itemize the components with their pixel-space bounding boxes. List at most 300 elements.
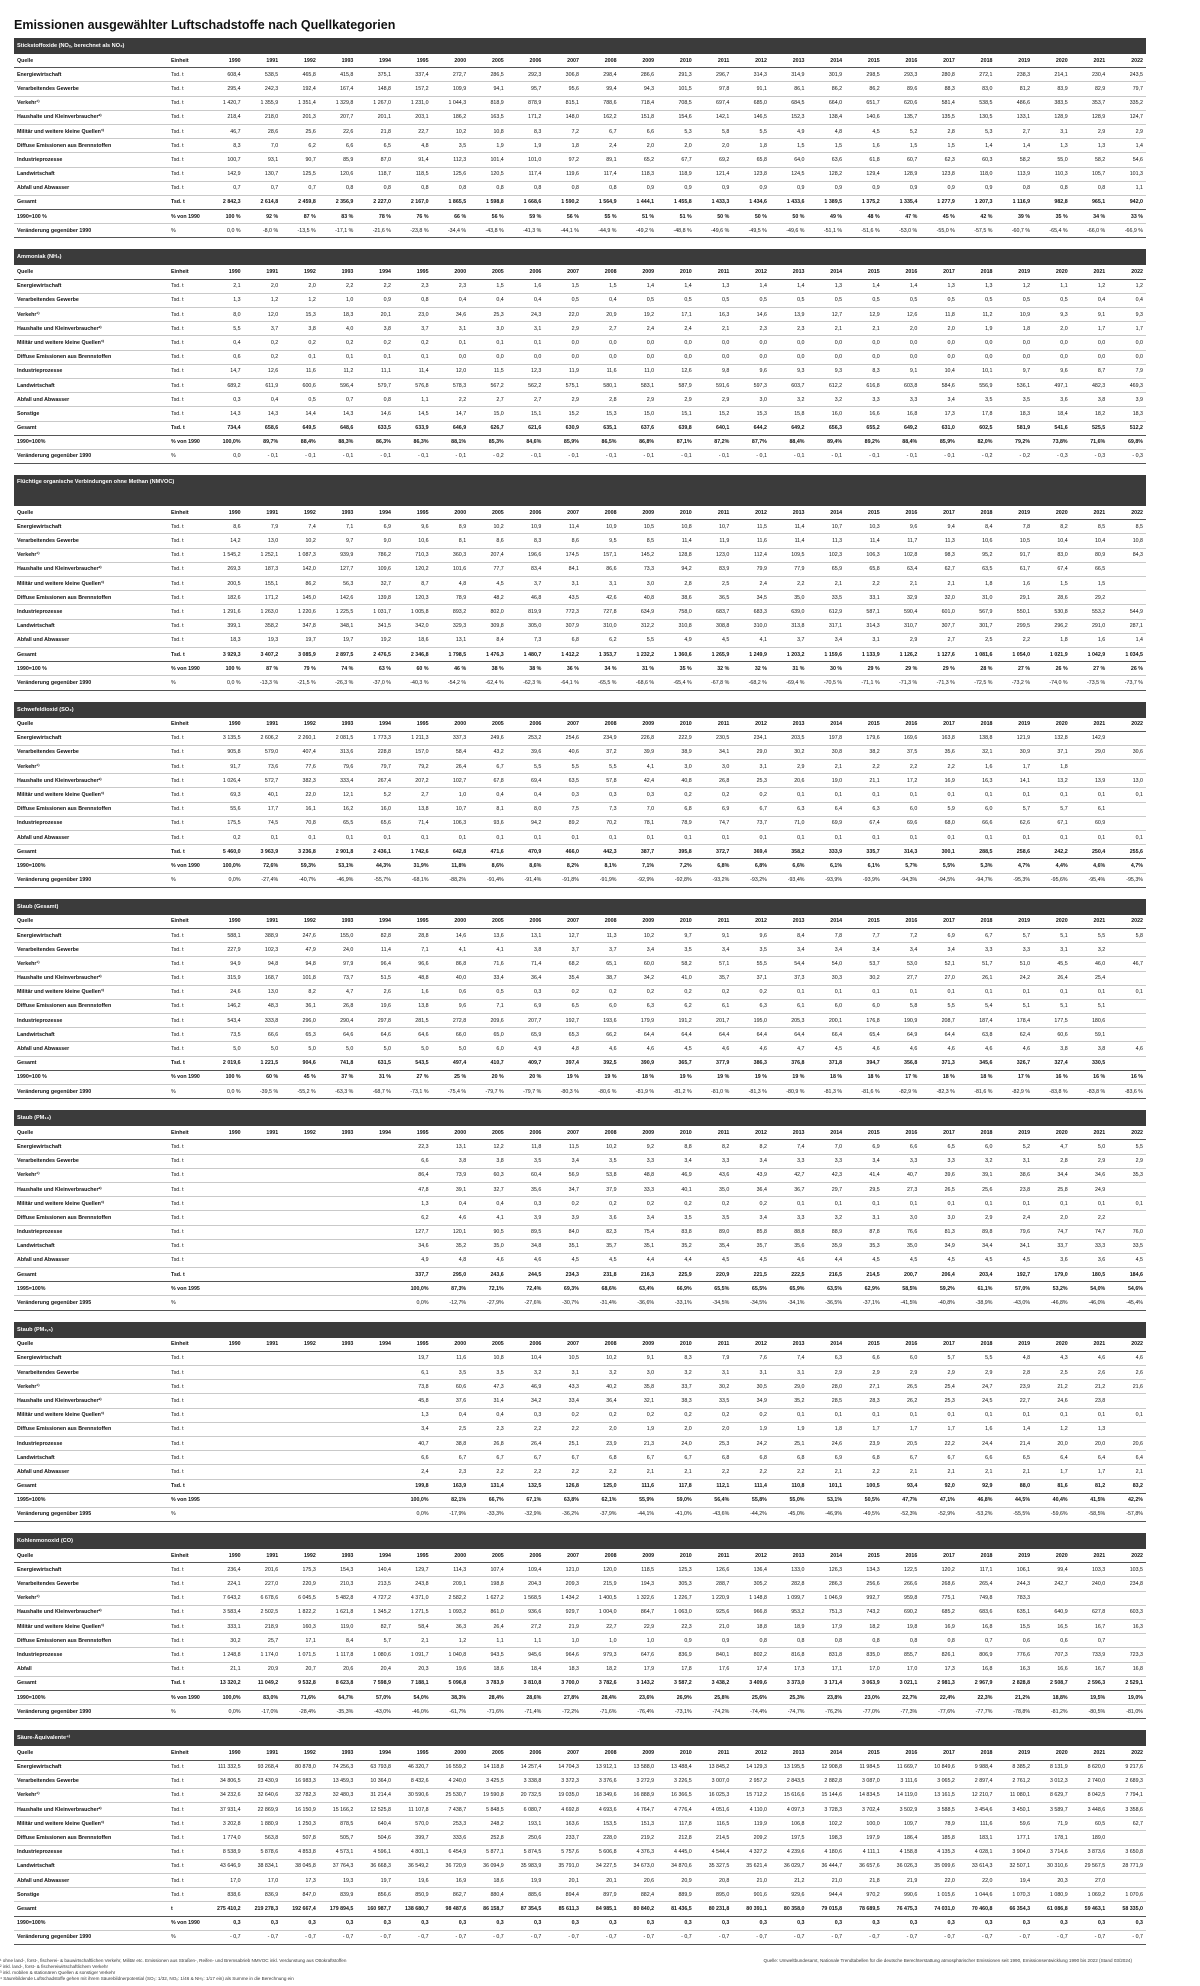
table-cell: 1 798,5 [432,647,470,661]
table-cell: 58,2 [995,153,1033,167]
row-unit: Tsd. t [168,1253,206,1267]
table-cell: 242,7 [1033,1577,1071,1591]
table-cell: 392,5 [582,1056,620,1070]
table-cell: 10,6 [394,534,432,548]
table-cell: 1 434,6 [732,195,770,209]
table-cell [206,1436,244,1450]
table-cell: 864,7 [620,1605,658,1619]
table-cell: 640,9 [1033,1605,1071,1619]
table-cell: 388,9 [244,928,282,942]
table-cell: 1 211,3 [394,731,432,745]
table-cell: -55,2 % [281,1085,319,1099]
table-cell: 0,0 [732,336,770,350]
table-cell: -92,8% [657,873,695,887]
table-cell: - 0,1 [394,449,432,463]
table-cell: 81,2 [995,82,1033,96]
table-cell: 117,1 [958,1563,996,1577]
table-cell: 317,1 [808,619,846,633]
table-cell: 4,7 [770,1042,808,1056]
column-header-year: 2019 [995,54,1033,68]
table-cell: -79,7 % [469,1085,507,1099]
table-cell: 105,7 [1071,167,1109,181]
table-cell: 190,9 [883,1014,921,1028]
table-cell: 24,3 [507,308,545,322]
table-cell: 26,4 [469,1620,507,1634]
table-cell: 63,4 [883,562,921,576]
table-cell: 979,3 [582,1648,620,1662]
table-cell: 3 904,0 [995,1845,1033,1859]
row-unit: Tsd. t [168,1605,206,1619]
table-row [14,1436,1146,1450]
table-cell: 2 614,8 [244,195,282,209]
table-cell: 1,2 [1108,279,1146,293]
table-cell: 345,6 [958,1056,996,1070]
table-row [14,421,1146,435]
column-header-year: 2015 [845,506,883,520]
table-cell: 0,2 [582,1408,620,1422]
table-cell: 6,0 [845,999,883,1013]
table-cell: 1,3 [394,1408,432,1422]
row-category: Industrieprozesse [14,1014,168,1028]
table-cell: 34,4 [958,1239,996,1253]
column-header-year: 2018 [958,1338,996,1352]
table-cell: 0,1 [582,831,620,845]
table-cell: 786,2 [356,548,394,562]
table-cell: 470,9 [507,845,545,859]
table-cell: 248,2 [469,1817,507,1831]
table-cell: 65,9% [770,1282,808,1296]
table-cell: 0,4 [432,293,470,307]
table-cell: 209,1 [432,1577,470,1591]
table-cell: 1 203,2 [770,647,808,661]
table-cell: 63,5% [808,1282,846,1296]
table-cell [281,1394,319,1408]
table-cell: 295,4 [206,82,244,96]
table-cell: 21,0 [695,1620,733,1634]
table-cell: 16,2 [319,802,357,816]
table-cell: 3,2 [770,393,808,407]
table-cell: -74,4% [732,1705,770,1719]
footnote: ² inkl. land-, forst- & fischereiwirtschaftlichem Verkehr [0,1963,108,1969]
table-spacer [14,888,1146,899]
table-cell: 185,8 [920,1831,958,1845]
row-unit: Tsd. t [168,1874,206,1888]
table-cell: 1 412,2 [544,647,582,661]
table-cell: 13 912,1 [582,1760,620,1774]
table-cell: 2 459,8 [281,195,319,209]
table-cell: 1,3 [958,279,996,293]
table-cell: 0,3 [544,1916,582,1930]
table-cell: 3,8 [507,943,545,957]
table-cell: 4 371,0 [394,1591,432,1605]
table-cell: 305,3 [657,1577,695,1591]
table-cell: 0,1 [1033,788,1071,802]
table-cell: 129,4 [845,167,883,181]
table-row [14,534,1146,548]
table-cell: 0,0 [808,350,846,364]
table-cell: 62,1% [582,1493,620,1507]
column-header-year: 2007 [544,718,582,732]
table-cell: 375,1 [356,68,394,82]
table-cell: 47,9 [281,943,319,957]
table-row [14,110,1146,124]
table-cell [206,1507,244,1521]
column-header-year: 2009 [620,265,658,279]
table-cell: 35 % [1033,210,1071,224]
column-header-year: 2008 [582,718,620,732]
row-category: Veränderung gegenüber 1990 [14,224,168,238]
table-cell: 138,4 [808,110,846,124]
table-cell: 5,5 [582,760,620,774]
table-cell: 34,1 [695,745,733,759]
table-cell: 13 845,2 [695,1760,733,1774]
table-cell: 66,7% [469,1493,507,1507]
table-cell: 6,7 [883,1451,921,1465]
table-cell: 0,2 [281,336,319,350]
table-cell: 12,6 [244,364,282,378]
table-cell: 41,5% [1071,1493,1109,1507]
table-title-row [14,1110,1146,1126]
table-cell: 2,2 [845,760,883,774]
table-cell: -73,2 % [995,676,1033,690]
table-cell: 3 583,4 [206,1605,244,1619]
table-cell: 1,4 [995,1422,1033,1436]
row-unit: Tsd. t [168,562,206,576]
table-cell: 335,7 [845,845,883,859]
table-cell: 94,8 [281,957,319,971]
table-cell: 3,6 [582,1211,620,1225]
column-header-year: 2021 [1071,1549,1109,1563]
table-cell: 282,8 [770,1577,808,1591]
table-cell: 1,4 [657,279,695,293]
table-cell: -55,7% [356,873,394,887]
table-cell: 132,5 [507,1479,545,1493]
table-cell: 58 335,0 [1108,1902,1146,1916]
column-header-year: 1994 [356,1549,394,1563]
table-spacer [14,1719,1146,1730]
table-cell [206,1380,244,1394]
table-cell: 142,9 [1071,731,1109,745]
table-cell: 71,0 [770,816,808,830]
table-cell: 1,6 [394,985,432,999]
table-cell: 86,4 [394,1168,432,1182]
table-cell: 128,9 [883,167,921,181]
table-cell: 256,6 [845,1577,883,1591]
table-cell: 53,1% [319,859,357,873]
row-unit: Tsd. t [168,1676,206,1690]
table-cell: 8 623,8 [319,1676,357,1690]
table-cell: 0,0 [582,350,620,364]
table-cell: 8,2 [281,985,319,999]
table-row [14,1774,1146,1788]
row-category: Energiewirtschaft [14,68,168,82]
row-unit: % von 1990 [168,1070,206,1084]
table-cell: - 0,1 [356,449,394,463]
table-cell: 148,8 [356,82,394,96]
column-header-year: 2016 [883,265,921,279]
column-header-year: 1990 [206,1549,244,1563]
table-cell: 0,0 [657,350,695,364]
table-cell [356,1479,394,1493]
table-cell: 192,7 [995,1268,1033,1282]
table-cell: 38,9 [657,745,695,759]
table-row [14,1465,1146,1479]
table-cell: 20,6 [770,774,808,788]
table-cell: 8,6% [507,859,545,873]
table-cell: 57,1 [695,957,733,971]
table-cell: 646,9 [432,421,470,435]
table-cell: 0,1 [732,831,770,845]
table-cell: 1,3 [1071,1422,1109,1436]
table-cell: 231,8 [582,1268,620,1282]
table-cell: 3,8 [1071,1042,1109,1056]
table-cell: 5,1 [1071,999,1109,1013]
table-cell: 26,5 [883,1380,921,1394]
table-cell: 32 507,1 [995,1859,1033,1873]
table-cell: 0,3 [732,1916,770,1930]
row-category: Veränderung gegenüber 1990 [14,676,168,690]
row-unit: Tsd. t [168,1028,206,1042]
table-cell: 0,6 [432,985,470,999]
table-cell: -53,0 % [883,224,921,238]
table-cell [356,1465,394,1479]
table-cell: 2,4 [582,139,620,153]
table-cell: 269,3 [206,562,244,576]
table-cell: -65,4 % [657,676,695,690]
table-cell: 651,7 [845,96,883,110]
document [14,0,1146,1956]
table-cell: 4,4% [1033,859,1071,873]
table-cell: 60,7 [883,153,921,167]
table-cell: 0,1 [1033,985,1071,999]
table-cell: 219,2 [620,1831,658,1845]
table-cell: 1 080,6 [356,1648,394,1662]
table-cell: 1,9 [507,139,545,153]
table-cell [281,1366,319,1380]
table-cell: 64,4 [770,1028,808,1042]
table-cell: 89,2% [845,435,883,449]
table-cell: 901,6 [732,1888,770,1902]
table-cell: 4,7% [995,859,1033,873]
table-cell: 6,2 [394,1211,432,1225]
table-cell [281,1465,319,1479]
table-cell: 62,9% [845,1282,883,1296]
footnote: ³ inkl. mobilen & stationären Quellen & sonstiger Verkehr [0,1969,116,1975]
table-cell: -49,6 % [695,224,733,238]
table-cell: 0,0 [1033,350,1071,364]
table-cell: 265,4 [958,1577,996,1591]
column-header-year: 2006 [507,915,545,929]
table-cell: 0,1 [469,831,507,845]
table-cell: 16,9 [920,774,958,788]
table-cell: 38,3 [657,1394,695,1408]
table-cell: 20 % [507,1070,545,1084]
table-cell: 0,3 [995,1916,1033,1930]
table-cell: 2,8 [582,393,620,407]
table-cell: 79,2% [995,435,1033,449]
table-cell: 10,2 [620,928,658,942]
table-cell: 48,2 [469,591,507,605]
table-cell: 17,1 [657,308,695,322]
table-cell: 2 227,0 [356,195,394,209]
table-cell: 101,5 [657,82,695,96]
table-cell: 399,7 [394,1831,432,1845]
table-cell: 0,0 [920,336,958,350]
table-cell: 603,8 [883,378,921,392]
table-cell: -77,3% [883,1705,921,1719]
table-cell: 30,3 [808,971,846,985]
table-cell: 17,3 [281,1874,319,1888]
table-cell: 38 834,1 [244,1859,282,1873]
table-cell: 556,9 [958,378,996,392]
table-cell: 802,0 [469,605,507,619]
table-cell: 125,3 [657,1563,695,1577]
table-row [14,1014,1146,1028]
table-cell: 1,6 [958,760,996,774]
table-cell: 130,5 [958,110,996,124]
table-cell: 3 783,9 [469,1676,507,1690]
table-row [14,1507,1146,1521]
table-cell: -13,3 % [244,676,282,690]
table-cell: 353,7 [1071,96,1109,110]
column-header-year: 2020 [1033,54,1071,68]
table-cell: 112,1 [695,1479,733,1493]
table-cell: - 0,7 [319,1930,357,1944]
table-cell: 0,5 [281,393,319,407]
table-cell: 1 232,2 [620,647,658,661]
table-cell: 3,8 [281,322,319,336]
table-cell: 13,0 [244,985,282,999]
table-cell: 22,3 [657,1620,695,1634]
table-cell: 819,9 [507,605,545,619]
table-cell: 836,9 [657,1648,695,1662]
table-cell: 0,0 [732,350,770,364]
table-cell: 13,0 [1108,774,1146,788]
table-row [14,224,1146,238]
table-cell: 96,6 [394,957,432,971]
table-header-row [14,1549,1146,1563]
table-cell [319,1211,357,1225]
table-cell: 3,2 [808,393,846,407]
table-cell: 8 385,2 [995,1760,1033,1774]
table-cell: 802,2 [732,1648,770,1662]
table-cell: 2,9 [657,393,695,407]
table-cell: 83,0 [1033,548,1071,562]
table-cell: 733,9 [1071,1648,1109,1662]
table-cell: -73,1% [657,1705,695,1719]
table-cell: 878,9 [507,96,545,110]
table-cell: 497,4 [432,1056,470,1070]
table-cell: 1 621,8 [319,1605,357,1619]
table-cell: -57,8% [1108,1507,1146,1521]
table-cell: - 0,1 [507,449,545,463]
row-unit: Tsd. t [168,1479,206,1493]
table-cell: 943,5 [469,1648,507,1662]
table-cell: 243,6 [469,1268,507,1282]
column-header-year: 1994 [356,265,394,279]
table-cell: 45,8 [394,1394,432,1408]
table-cell: 40,0 [432,971,470,985]
table-cell [281,1225,319,1239]
table-cell: 5,3 [657,124,695,138]
row-unit: Tsd. t [168,1634,206,1648]
table-cell: 20,3 [1033,1874,1071,1888]
row-category: Diffuse Emissionen aus Brennstoffen [14,591,168,605]
table-cell: 0,2 [582,1197,620,1211]
table-cell: 120,6 [319,167,357,181]
table-cell: 2,5 [958,633,996,647]
table-cell: 20,4 [356,1662,394,1676]
table-cell: 13,1 [432,1140,470,1154]
column-header-year: 2000 [432,54,470,68]
table-cell: 1 015,6 [920,1888,958,1902]
row-unit: Tsd. t [168,1662,206,1676]
table-cell: 2 346,8 [394,647,432,661]
row-category: Abfall und Abwasser [14,1042,168,1056]
table-cell: 138,8 [958,731,996,745]
column-header-year: 2020 [1033,718,1071,732]
table-cell: 0,8 [732,1634,770,1648]
table-cell [1108,816,1146,830]
table-cell: 25,6% [732,1690,770,1704]
table-cell [244,1507,282,1521]
table-cell: 292,3 [507,68,545,82]
table-cell: 31 214,4 [356,1788,394,1802]
table-cell: 12,7 [808,308,846,322]
column-header-year: 2009 [620,54,658,68]
table-cell: 4,5 [920,1253,958,1267]
table-cell: 243,5 [1108,68,1146,82]
row-category: Abfall und Abwasser [14,831,168,845]
table-cell: 45 % [920,210,958,224]
table-cell: 70,8 [281,816,319,830]
row-category: Industrieprozesse [14,153,168,167]
table-cell: 16 559,2 [432,1760,470,1774]
table-cell: 19 % [657,1070,695,1084]
table-cell: 18,3 [1108,407,1146,421]
table-cell: 258,6 [995,845,1033,859]
table-cell: 88,0 [995,1479,1033,1493]
table-row [14,210,1146,224]
table-cell: 79,9 [732,562,770,576]
table-cell: -73,1 % [394,1085,432,1099]
table-cell: 3 589,7 [1033,1803,1071,1817]
table-cell: 895,0 [695,1888,733,1902]
table-cell: 707,3 [1033,1648,1071,1662]
table-cell: 4,6 [920,1042,958,1056]
table-cell: 0,1 [845,1408,883,1422]
table-cell: 244,3 [995,1577,1033,1591]
table-cell [244,1168,282,1182]
column-header-year: 2016 [883,1746,921,1760]
table-cell: 567,9 [958,605,996,619]
row-category: Gesamt [14,1056,168,1070]
row-category: Abfall und Abwasser [14,1874,168,1888]
table-cell: 207,2 [394,774,432,788]
table-cell: 306,8 [544,68,582,82]
table-cell: 27,0 [1071,1874,1109,1888]
table-cell: - 0,2 [469,449,507,463]
table-cell: 2,9 [1108,1154,1146,1168]
table-cell: 2,0 [695,1422,733,1436]
table-cell: 584,6 [920,378,958,392]
table-row [14,1648,1146,1662]
table-cell: 497,1 [1033,378,1071,392]
table-header-row [14,1746,1146,1760]
table-cell: 34,6 [394,1239,432,1253]
column-header-year: 2014 [808,718,846,732]
table-cell [319,1394,357,1408]
